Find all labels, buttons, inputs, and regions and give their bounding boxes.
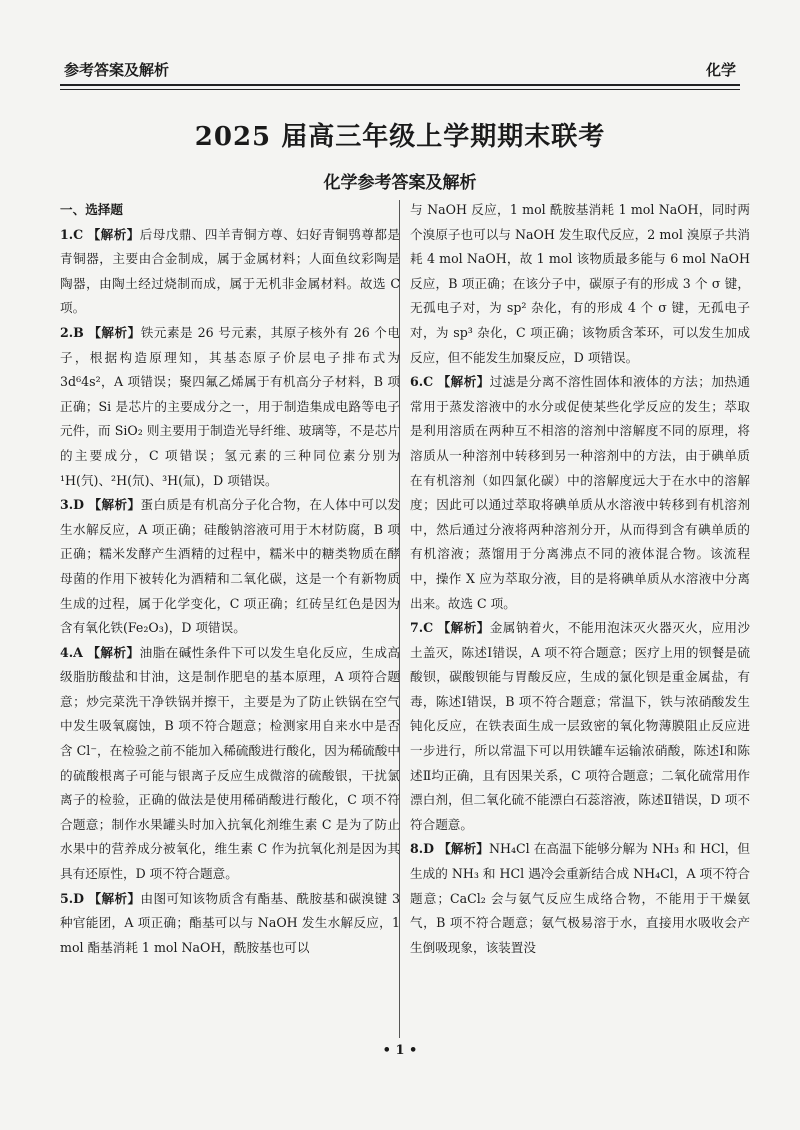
header-rule-thick (60, 84, 740, 86)
answer-item (60, 641, 400, 887)
analysis-tag: 【解析】 (438, 841, 489, 857)
answer-item (410, 837, 750, 960)
answer-item (60, 321, 400, 493)
left-column (60, 198, 400, 960)
answer-number: 7.C (410, 620, 434, 636)
answer-number: 3.D (60, 497, 85, 513)
document-title: 2025 届高三年级上学期期末联考 (194, 122, 606, 152)
page-header (64, 50, 736, 80)
answer-number: 6.C (410, 374, 434, 390)
answer-text: 后母戊鼎、四羊青铜方尊、妇好青铜鸮尊都是青铜器，主要由合金制成，属于金属材料；人面鱼纹彩陶是陶器，由陶土经过烧制而成，属于无机非金属材料。故选 C 项。 (60, 226, 401, 316)
answer-number: 4.A (60, 644, 83, 660)
answer-text: 由图可知该物质含有酯基、酰胺基和碳溴键 3 种官能团，A 项正确；酯基可以与 NaOH 发生水解反应，1 mol 酯基消耗 1 mol NaOH，酰胺基也可以 (60, 890, 400, 955)
header-subject-label: 化学 (705, 61, 736, 79)
answer-text: 蛋白质是有机高分子化合物，在人体中可以发生水解反应，A 项正确；硅酸钠溶液可用于木材防腐，B 项正确；糯米发酵产生酒精的过程中，糯米中的糖类物质在酵母菌的作用下被转化为酒精和二氧化碳，这是一个有新物质生成的过程，属于化学变化，C 项正确；红砖呈红色是因为含有氧化铁(Fe₂O₃)，D 项错误。 (60, 497, 400, 636)
page-number: • 1 • (382, 1043, 418, 1058)
document-subtitle: 化学参考答案及解析 (323, 173, 477, 193)
section-heading: 一、选择题 (60, 202, 123, 217)
analysis-tag: 【解析】 (88, 324, 141, 340)
answer-text: 铁元素是 26 号元素，其原子核外有 26 个电子，根据构造原理知，其基态原子价层电子排布式为 3d⁶4s²，A 项错误；聚四氟乙烯属于有机高分子材料，B 项正确；Si 是芯片的主要成分之一，用于制造集成电路等电子元件，而 SiO₂ 则主要用于制造光导纤维、玻璃等，不是芯片的主要成分，C 项错误；氢元素的三种同位素分别为¹H(氕)、²H(氘)、³H(氚)，D 项错误。 (60, 324, 400, 488)
analysis-tag: 【解析】 (437, 620, 490, 636)
answer-text: 油脂在碱性条件下可以发生皂化反应，生成高级脂肪酸盐和甘油，这是制作肥皂的基本原理，A 项符合题意；炒完菜洗干净铁锅并擦干，主要是为了防止铁锅在空气中发生吸氧腐蚀，B 项不符合题意；检测家用自来水中是否含 Cl⁻，在检验之前不能加入稀硫酸进行酸化，因为稀硫酸中的硫酸根离子可能与银离子反应生成微溶的硫酸银，干扰氯离子的检验，正确的做法是使用稀硝酸进行酸化，C 项不符合题意；制作水果罐头时加入抗氧化剂维生素 C 是为了防止水果中的营养成分被氧化，维生素 C 作为抗氧化剂是因为其具有还原性，D 项不符合题意。 (60, 644, 401, 882)
analysis-tag: 【解析】 (87, 226, 140, 242)
right-column (410, 198, 750, 960)
answer-item (410, 616, 750, 837)
analysis-tag: 【解析】 (88, 890, 141, 906)
answer-text: 金属钠着火，不能用泡沫灭火器灭火，应用沙土盖灭，陈述Ⅰ错误，A 项不符合题意；医疗上用的钡餐是硫酸钡，碳酸钡能与胃酸反应，生成的氯化钡是重金属盐，有毒，陈述Ⅰ错误，B 项不符合题意；常温下，铁与浓硝酸发生钝化反应，在铁表面生成一层致密的氧化物薄膜阻止反应进一步进行，所以常温下可以用铁罐车运输浓硝酸，陈述Ⅰ和陈述Ⅱ均正确，且有因果关系，C 项符合题意；二氧化硫常用作漂白剂，但二氧化硫不能漂白石蕊溶液，陈述Ⅱ错误，D 项不符合题意。 (410, 620, 751, 832)
answer-number: 8.D (410, 841, 435, 857)
answer-number: 2.B (60, 324, 84, 340)
answer-item (410, 198, 750, 370)
analysis-tag: 【解析】 (88, 497, 141, 513)
column-divider (399, 200, 400, 1038)
answer-text: 与 NaOH 反应，1 mol 酰胺基消耗 1 mol NaOH，同时两个溴原子也可以与 NaOH 发生取代反应，2 mol 溴原子共消耗 4 mol NaOH，故 1 mol 该物质最多能与 6 mol NaOH反应，B 项正确；在该分子中，碳原子有的形成 3 个 σ 键，无孤电子对，为 sp² 杂化，有的形成 4 个 σ 键，无孤电子对，为 sp³ 杂化，C 项正确；该物质含苯环，可以发生加成反应，但不能发生加聚反应，D 项错误。 (410, 202, 750, 365)
header-rule-thin (60, 89, 740, 90)
answer-item (410, 370, 750, 616)
answer-number: 1.C (60, 226, 84, 242)
answer-item (60, 223, 400, 321)
header-left-label: 参考答案及解析 (64, 61, 170, 79)
answer-text: NH₄Cl 在高温下能够分解为 NH₃ 和 HCl，但生成的 NH₃ 和 HCl 遇冷会重新结合成 NH₄Cl，A 项不符合题意；CaCl₂ 会与氨气反应生成络合物，不能用于干燥氨气，B 项不符合题意；氨气极易溶于水，直接用水吸收会产生倒吸现象，该装置没 (410, 841, 750, 955)
answer-number: 5.D (60, 890, 85, 906)
analysis-tag: 【解析】 (87, 644, 140, 660)
answer-item (60, 493, 400, 641)
analysis-tag: 【解析】 (437, 374, 490, 390)
answer-item (60, 887, 400, 961)
answer-text: 过滤是分离不溶性固体和液体的方法；加热通常用于蒸发溶液中的水分或促使某些化学反应的发生；萃取是利用溶质在两种互不相溶的溶剂中溶解度不同的原理，将溶质从一种溶剂中转移到另一种溶剂中的方法，由于碘单质在有机溶剂（如四氯化碳）中的溶解度远大于在水中的溶解度；因此可以通过萃取将碘单质从水溶液中转移到有机溶剂中，然后通过分液将两种溶剂分开，从而得到含有碘单质的有机溶液；蒸馏用于分离沸点不同的液体混合物。该流程中，操作 X 应为萃取分液，目的是将碘单质从水溶液中分离出来。故选 C 项。 (410, 374, 751, 611)
